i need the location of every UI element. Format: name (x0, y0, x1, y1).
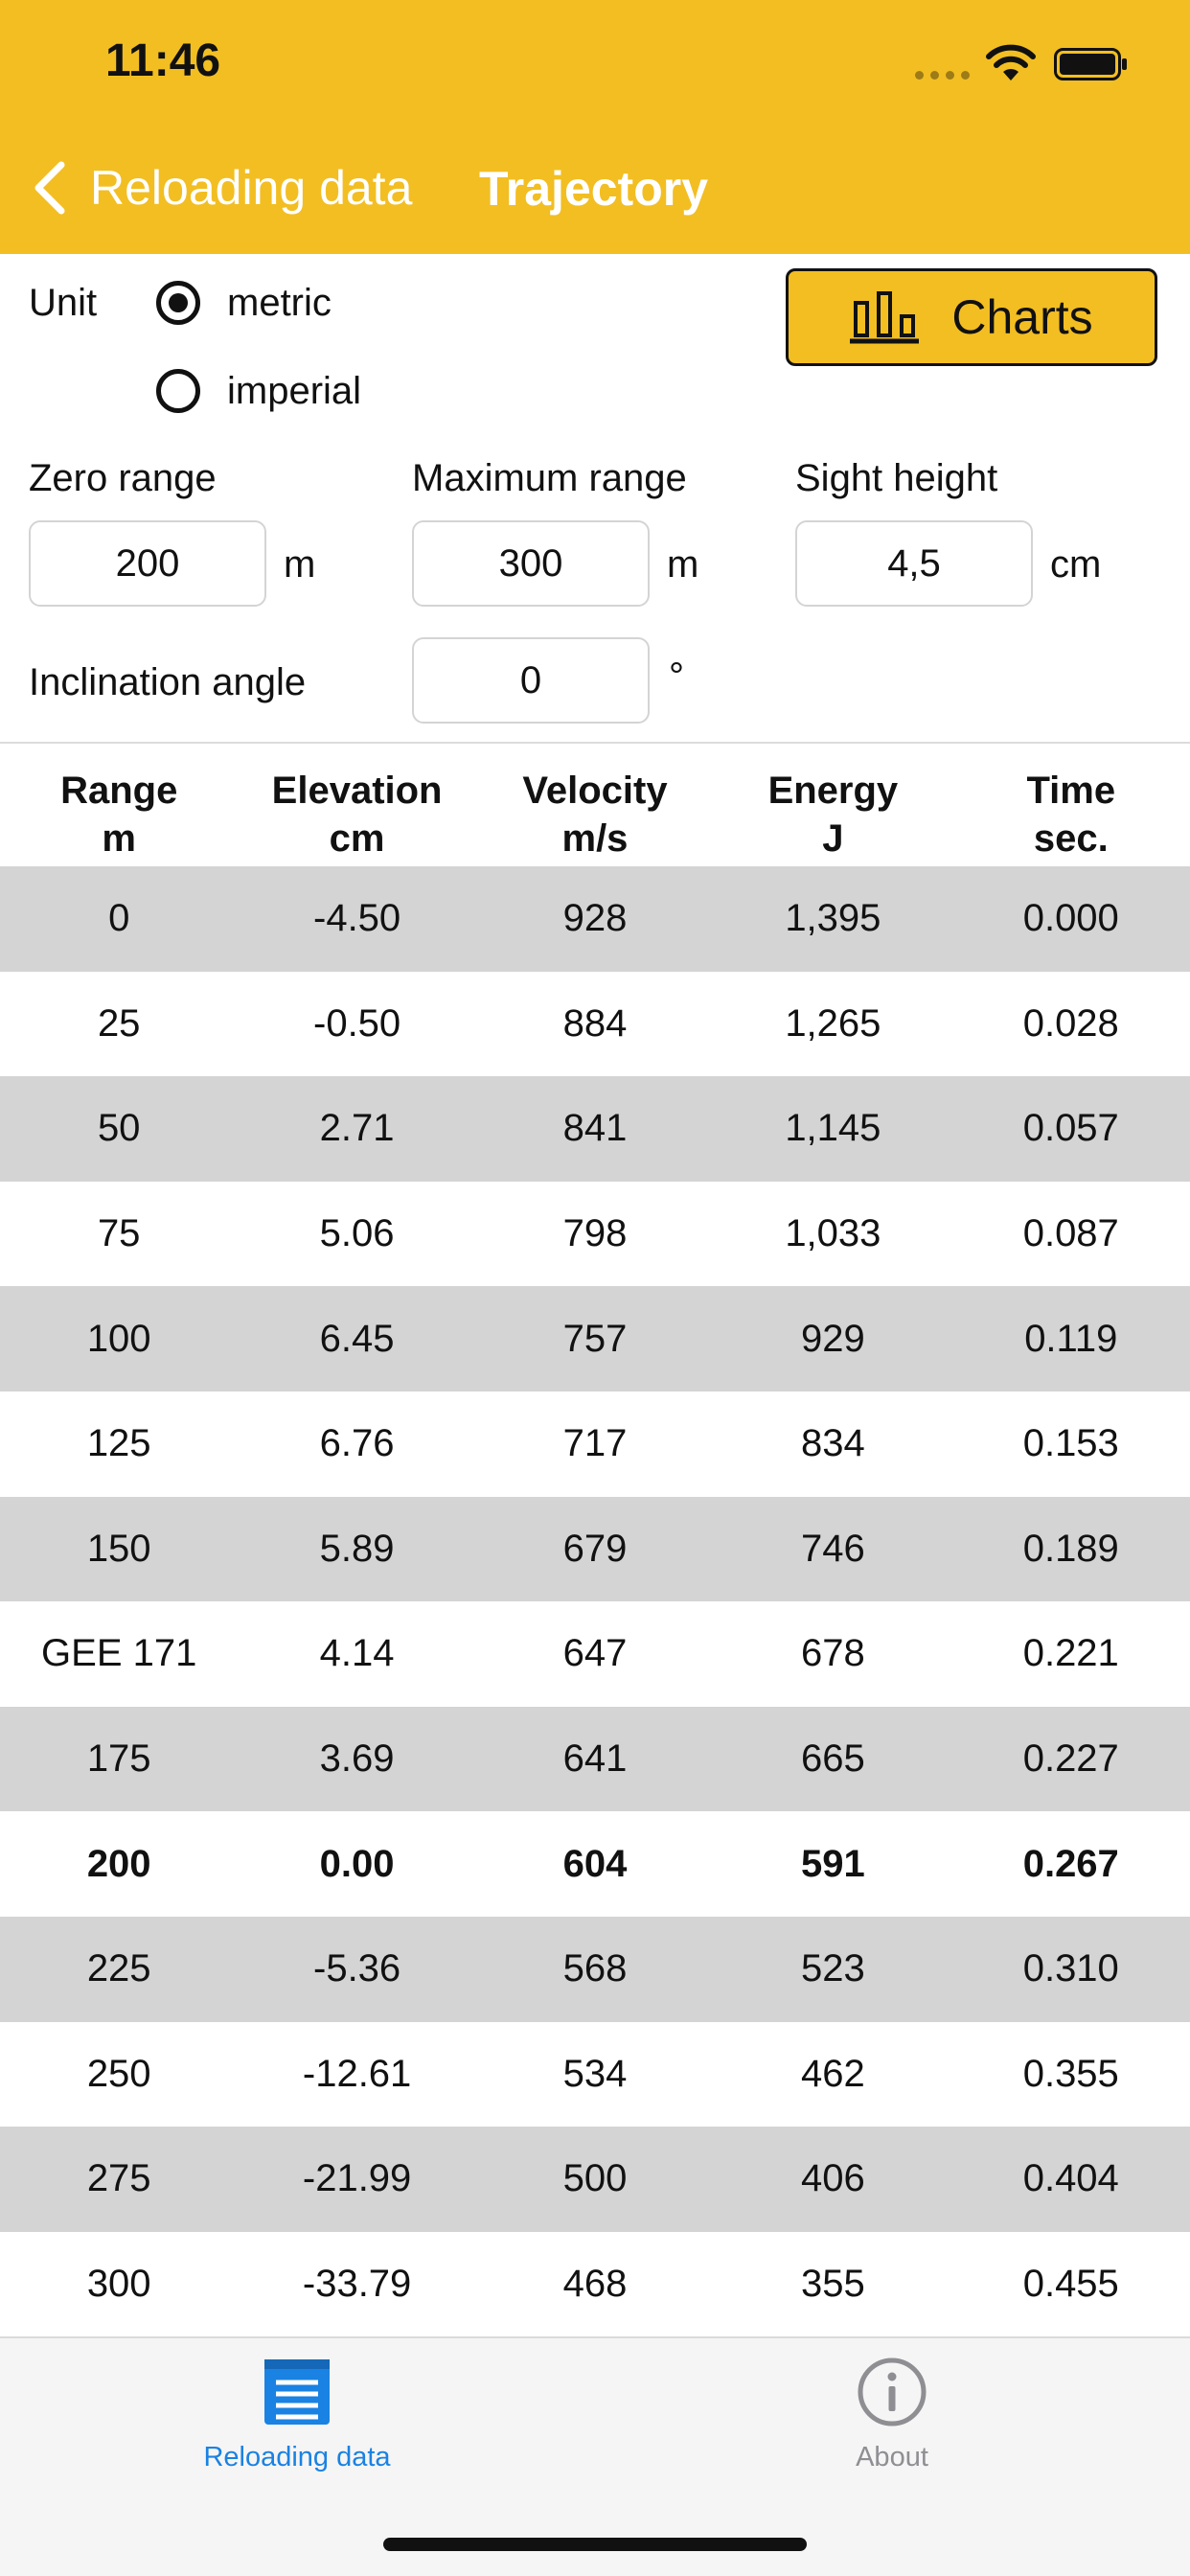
cell-energy: 1,033 (785, 1212, 881, 1255)
section-divider (0, 742, 1190, 744)
status-time: 11:46 (105, 35, 221, 86)
cell-velocity: 647 (562, 1632, 628, 1675)
cell-velocity: 841 (562, 1107, 628, 1150)
cell-range: 175 (86, 1737, 151, 1781)
zero-range-unit: m (284, 543, 316, 586)
cell-velocity: 757 (562, 1317, 628, 1360)
unit-option-imperial[interactable] (156, 369, 361, 413)
cell-elevation: 5.06 (319, 1212, 395, 1255)
cell-time: 0.057 (1022, 1107, 1119, 1150)
cell-range: 50 (97, 1107, 141, 1150)
column-header-title: Energy (767, 770, 899, 812)
cellular-signal-icon (915, 71, 970, 80)
bar-chart-icon (850, 289, 919, 345)
cell-time: 0.404 (1022, 2157, 1119, 2200)
column-header-elevation (238, 767, 475, 866)
home-indicator (383, 2538, 807, 2551)
cell-time: 0.189 (1022, 1527, 1119, 1570)
column-header-unit: J (822, 817, 844, 860)
cell-energy: 834 (800, 1422, 865, 1465)
column-header-title: Range (60, 770, 178, 812)
cell-range: 250 (86, 2052, 151, 2095)
cell-velocity: 641 (562, 1737, 628, 1781)
cell-velocity: 500 (562, 2157, 628, 2200)
cell-energy: 462 (800, 2052, 865, 2095)
cell-velocity: 568 (562, 1947, 628, 1990)
cell-energy: 665 (800, 1737, 865, 1781)
table-row (0, 1286, 1190, 1392)
column-header-unit: m (102, 817, 136, 860)
column-header-energy (714, 767, 951, 866)
column-header-unit: sec. (1033, 817, 1109, 860)
table-row (0, 1076, 1190, 1182)
cell-elevation: 6.45 (319, 1317, 395, 1360)
table-row (0, 1917, 1190, 2022)
table-row (0, 2232, 1190, 2337)
radio-unselected-icon (156, 369, 200, 413)
cell-velocity: 604 (562, 1842, 628, 1885)
sight-height-input[interactable] (795, 520, 1033, 607)
cell-energy: 406 (800, 2157, 865, 2200)
table-header (0, 767, 1190, 866)
cell-energy: 1,395 (785, 897, 881, 940)
tab-about[interactable] (748, 2356, 1036, 2473)
cell-range: 0 (108, 897, 130, 940)
cell-range: 75 (97, 1212, 141, 1255)
cell-energy: 929 (800, 1317, 865, 1360)
unit-label: Unit (29, 282, 98, 324)
max-range-unit: m (667, 543, 699, 586)
tab-reloading-data[interactable] (153, 2356, 441, 2473)
zero-range-input[interactable] (29, 520, 266, 607)
cell-energy: 355 (800, 2263, 865, 2306)
cell-time: 0.355 (1022, 2052, 1119, 2095)
cell-range: 225 (86, 1947, 151, 1990)
cell-velocity: 534 (562, 2052, 628, 2095)
sight-height-label: Sight height (795, 457, 998, 499)
cell-energy: 591 (800, 1842, 865, 1885)
cell-range: 150 (86, 1527, 151, 1570)
column-header-title: Elevation (271, 770, 443, 812)
cell-velocity: 928 (562, 897, 628, 940)
table-body (0, 866, 1190, 2336)
max-range-input[interactable] (412, 520, 650, 607)
cell-time: 0.028 (1022, 1001, 1119, 1045)
tab-reloading-data-label: Reloading data (203, 2442, 391, 2472)
cell-elevation: 4.14 (319, 1632, 395, 1675)
cell-time: 0.000 (1022, 897, 1119, 940)
column-header-unit: cm (329, 817, 385, 860)
unit-option-imperial-label: imperial (227, 369, 362, 412)
table-row (0, 1497, 1190, 1602)
page-title: Trajectory (479, 162, 709, 216)
cell-energy: 746 (800, 1527, 865, 1570)
cell-range: 300 (86, 2263, 151, 2306)
charts-button[interactable] (786, 268, 1157, 366)
inclination-unit: ° (669, 656, 684, 698)
cell-velocity: 798 (562, 1212, 628, 1255)
radio-selected-icon (156, 281, 200, 325)
cell-elevation: -12.61 (302, 2052, 412, 2095)
cell-time: 0.267 (1022, 1842, 1119, 1885)
sight-height-unit: cm (1050, 543, 1102, 586)
cell-time: 0.087 (1022, 1212, 1119, 1255)
cell-velocity: 679 (562, 1527, 628, 1570)
cell-time: 0.227 (1022, 1737, 1119, 1781)
info-icon (856, 2356, 928, 2428)
cell-time: 0.119 (1024, 1317, 1118, 1360)
cell-energy: 1,265 (785, 1001, 881, 1045)
cell-time: 0.455 (1022, 2263, 1119, 2306)
cell-energy: 678 (800, 1632, 865, 1675)
column-header-range (0, 767, 238, 866)
table-row (0, 1601, 1190, 1707)
unit-option-metric[interactable] (156, 281, 332, 325)
cell-time: 0.310 (1022, 1947, 1119, 1990)
cell-range: 25 (97, 1001, 141, 1045)
cell-elevation: -0.50 (313, 1001, 401, 1045)
table-row (0, 866, 1190, 972)
wifi-icon (985, 44, 1037, 82)
cell-elevation: -21.99 (302, 2157, 412, 2200)
cell-elevation: 5.89 (319, 1527, 395, 1570)
trajectory-table (0, 767, 1190, 2336)
app-header (0, 0, 1190, 254)
cell-time: 0.221 (1022, 1632, 1119, 1675)
cell-elevation: 0.00 (319, 1842, 395, 1885)
column-header-time (952, 767, 1190, 866)
cell-range: GEE 171 (41, 1632, 197, 1675)
column-header-title: Time (1026, 770, 1116, 812)
cell-elevation: -33.79 (302, 2263, 412, 2306)
cell-energy: 523 (800, 1947, 865, 1990)
table-row (0, 1811, 1190, 1917)
column-header-unit: m/s (561, 817, 629, 860)
cell-elevation: 6.76 (319, 1422, 395, 1465)
table-row (0, 1392, 1190, 1497)
table-row (0, 2022, 1190, 2128)
cell-range: 125 (86, 1422, 151, 1465)
chevron-left-icon (29, 159, 71, 217)
cell-elevation: 2.71 (319, 1107, 395, 1150)
table-row (0, 2127, 1190, 2232)
cell-velocity: 468 (562, 2263, 628, 2306)
cell-velocity: 884 (562, 1001, 628, 1045)
cell-elevation: 3.69 (319, 1737, 395, 1781)
list-icon (261, 2356, 333, 2428)
max-range-label: Maximum range (412, 457, 687, 499)
cell-elevation: -4.50 (313, 897, 401, 940)
cell-velocity: 717 (562, 1422, 628, 1465)
battery-icon (1054, 48, 1129, 80)
back-button-label: Reloading data (90, 161, 413, 215)
column-header-velocity (476, 767, 714, 866)
back-button[interactable] (29, 153, 412, 222)
inclination-label: Inclination angle (29, 661, 307, 703)
zero-range-label: Zero range (29, 457, 217, 499)
cell-range: 100 (86, 1317, 151, 1360)
table-row (0, 972, 1190, 1077)
cell-time: 0.153 (1022, 1422, 1119, 1465)
cell-range: 275 (86, 2157, 151, 2200)
cell-energy: 1,145 (785, 1107, 881, 1150)
cell-range: 200 (86, 1842, 151, 1885)
charts-button-label: Charts (951, 290, 1093, 344)
cell-elevation: -5.36 (313, 1947, 401, 1990)
tab-about-label: About (856, 2442, 928, 2472)
inclination-input[interactable] (412, 637, 650, 724)
table-row (0, 1182, 1190, 1287)
table-row (0, 1707, 1190, 1812)
column-header-title: Velocity (522, 770, 668, 812)
unit-option-metric-label: metric (227, 281, 332, 324)
